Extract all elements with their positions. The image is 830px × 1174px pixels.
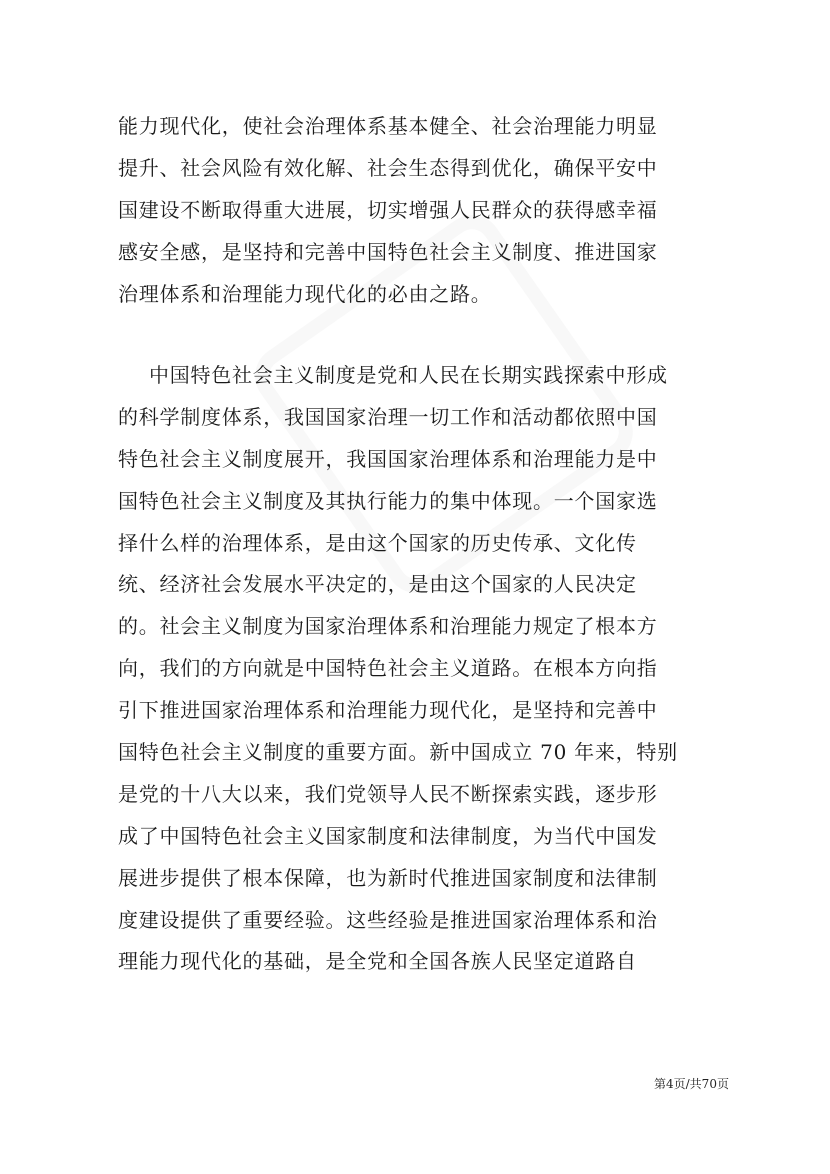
text-line: 提升、社会风险有效化解、社会生态得到优化，确保平安中 xyxy=(118,155,658,180)
text-line: 国建设不断取得重大进展，切实增强人民群众的获得感幸福 xyxy=(118,197,658,222)
text-line: 展进步提供了根本保障，也为新时代推进国家制度和法律制 xyxy=(118,865,658,890)
text-line: 治理体系和治理能力现代化的必由之路。 xyxy=(118,281,492,306)
text-line: 成了中国特色社会主义国家制度和法律制度，为当代中国发 xyxy=(118,823,658,848)
text-line: 的科学制度体系，我国国家治理一切工作和活动都依照中国 xyxy=(118,404,658,429)
text-line: 特色社会主义制度展开，我国国家治理体系和治理能力是中 xyxy=(118,446,658,471)
text-line: 国特色社会主义制度及其执行能力的集中体现。一个国家选 xyxy=(118,488,658,513)
text-line: 度建设提供了重要经验。这些经验是推进国家治理体系和治 xyxy=(118,907,658,932)
text-line: 感安全感，是坚持和完善中国特色社会主义制度、推进国家 xyxy=(118,239,658,264)
text-line: 统、经济社会发展水平决定的，是由这个国家的人民决定 xyxy=(118,572,637,597)
text-line: 理能力现代化的基础，是全党和全国各族人民坚定道路自 xyxy=(118,949,637,974)
paragraph-1 xyxy=(118,106,738,315)
text-line: 中国特色社会主义制度是党和人民在长期实践探索中形成 xyxy=(149,363,668,387)
text-line: 是党的十八大以来，我们党领导人民不断探索实践，逐步形 xyxy=(118,781,658,806)
text-line: 向，我们的方向就是中国特色社会主义道路。在根本方向指 xyxy=(118,656,658,681)
text-line: 能力现代化，使社会治理体系基本健全、社会治理能力明显 xyxy=(118,114,658,138)
page-number: 第4页/共70页 xyxy=(654,1077,729,1091)
text-line: 国特色社会主义制度的重要方面。新中国成立 70 年来，特别 xyxy=(118,740,678,765)
text-line: 择什么样的治理体系，是由这个国家的历史传承、文化传 xyxy=(118,530,637,555)
paragraph-2 xyxy=(118,355,738,983)
text-line: 引下推进国家治理体系和治理能力现代化，是坚持和完善中 xyxy=(118,698,658,723)
text-line: 的。社会主义制度为国家治理体系和治理能力规定了根本方 xyxy=(118,614,658,639)
